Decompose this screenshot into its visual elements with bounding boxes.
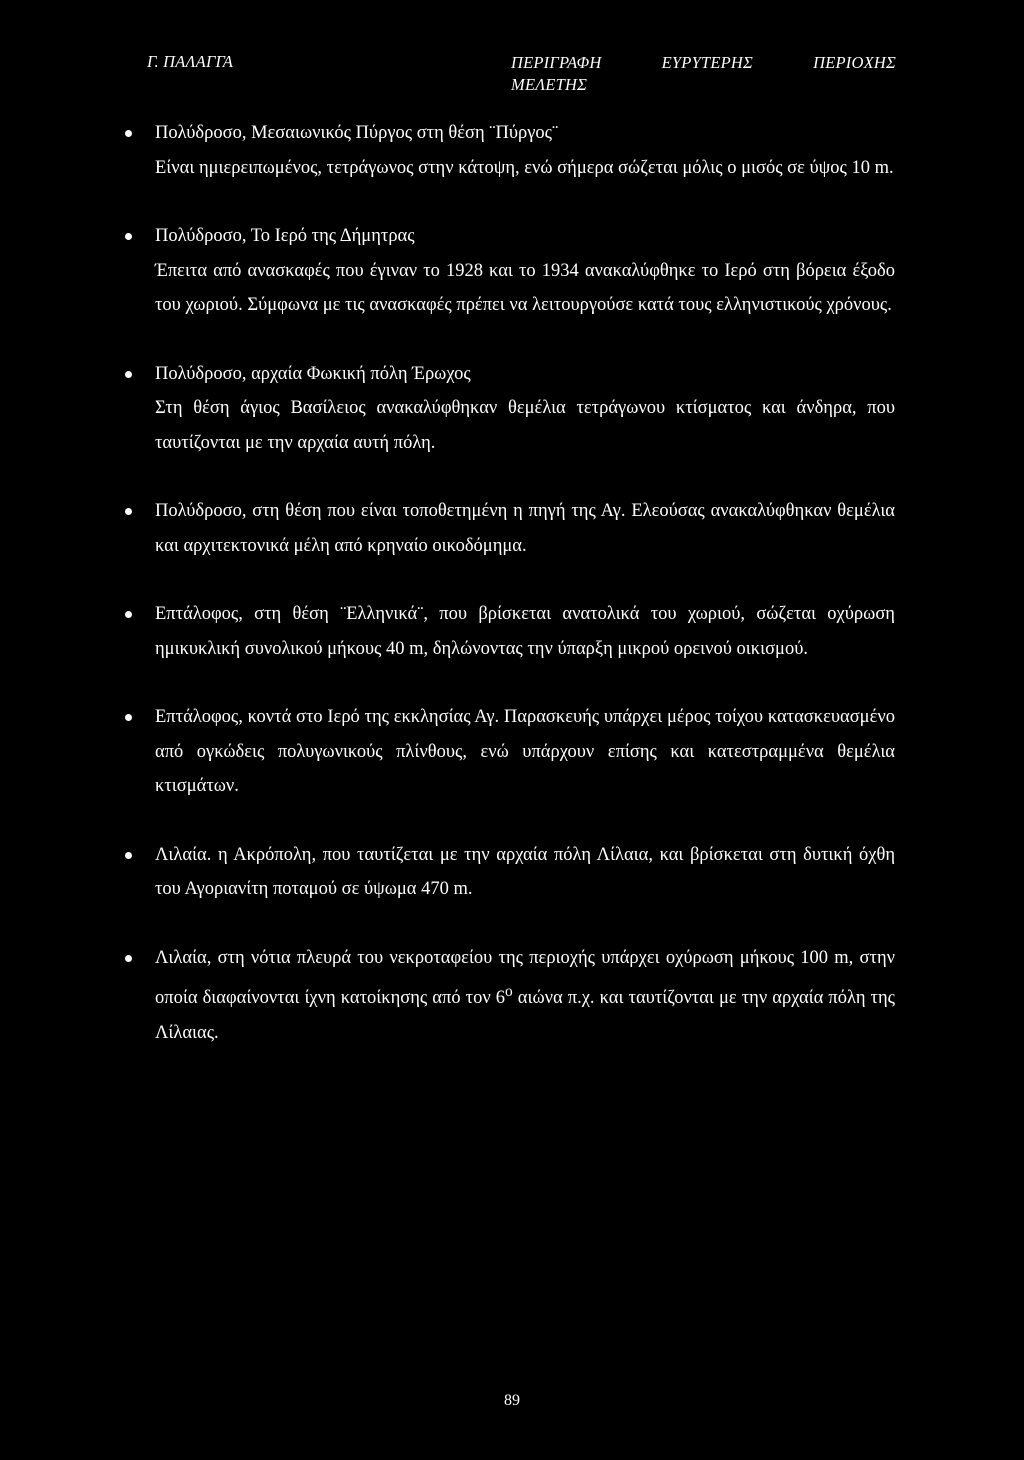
list-item bbox=[125, 494, 895, 563]
header-author: Γ. ΠΑΛΑΓΓΑ bbox=[147, 52, 234, 71]
list-item bbox=[125, 357, 895, 461]
header-title-line1 bbox=[511, 52, 896, 74]
header-title-word: ΠΕΡΙΓΡΑΦΗ bbox=[511, 53, 602, 72]
item-body: Είναι ημιερειπωμένος, τετράγωνος στην κάτοψη, ενώ σήμερα σώζεται μόλις ο μισός σε ύψος 10 m. bbox=[155, 157, 894, 178]
bullet-icon bbox=[125, 371, 132, 378]
list-item bbox=[125, 116, 895, 185]
list-item bbox=[125, 941, 895, 1051]
list-item bbox=[125, 838, 895, 907]
header-title-word: ΠΕΡΙΟΧΗΣ bbox=[813, 53, 896, 72]
bullet-icon bbox=[125, 130, 132, 137]
page-number: 89 bbox=[504, 1392, 520, 1409]
ordinal-superscript: ο bbox=[505, 983, 513, 1000]
running-header bbox=[147, 52, 907, 102]
item-body: Επτάλοφος, στη θέση ¨Ελληνικά¨, που βρίσκεται ανατολικά του χωριού, σώζεται οχύρωση ημικυκλική συνολικού μήκους 40 m, δηλώνοντας την ύπαρξη μικρού ορεινού οικισμού. bbox=[155, 604, 895, 659]
header-title-word: ΕΥΡΥΤΕΡΗΣ bbox=[661, 53, 754, 72]
list-item bbox=[125, 700, 895, 804]
item-body: Λιλαία. η Ακρόπολη, που ταυτίζεται με την αρχαία πόλη Λίλαια, και βρίσκεται στη δυτική όχθη του Αγοριανίτη ποταμού σε ύψωμα 470 m. bbox=[155, 844, 895, 899]
item-body-text: αιώνα π.χ. και ταυτίζονται με την αρχαία πόλη της Λίλαιας. bbox=[155, 988, 895, 1043]
header-title bbox=[511, 52, 907, 96]
item-body: Στη θέση άγιος Βασίλειος ανακαλύφθηκαν θεμέλια τετράγωνου κτίσματος και άνδηρα, που ταυτίζονται με την αρχαία αυτή πόλη. bbox=[155, 398, 895, 453]
item-body: Έπειτα από ανασκαφές που έγιναν το 1928 και το 1934 ανακαλύφθηκε το Ιερό στη βόρεια έξοδο του χωριού. Σύμφωνα με τις ανασκαφές πρέπει να λειτουργούσε κατά τους ελληνιστικούς χρόνους. bbox=[155, 260, 895, 315]
bullet-icon bbox=[125, 852, 132, 859]
item-body-text: Λιλαία, στη νότια πλευρά του νεκροταφείου της περιοχής υπάρχει οχύρωση μήκους 100 m, στην οποία διαφαίνονται ίχνη κατοίκησης από τον 6 bbox=[155, 947, 895, 1009]
item-body: Επτάλοφος, κοντά στο Ιερό της εκκλησίας Αγ. Παρασκευής υπάρχει μέρος τοίχου κατασκευασμένο από ογκώδεις πολυγωνικούς πλίνθους, ενώ υπάρχουν επίσης και κατεστραμμένα θεμέλια κτισμάτων. bbox=[155, 707, 895, 796]
bullet-icon bbox=[125, 508, 132, 515]
bullet-icon bbox=[125, 611, 132, 618]
bullet-list bbox=[125, 116, 895, 1050]
item-heading: Πολύδροσο, αρχαία Φωκική πόλη Έρωχος bbox=[155, 363, 471, 384]
item-body: Πολύδροσο, στη θέση που είναι τοποθετημένη η πηγή της Αγ. Ελεούσας ανακαλύφθηκαν θεμέλια και αρχιτεκτονικά μέλη από κρηναίο οικοδόμημα. bbox=[155, 501, 895, 556]
item-body bbox=[155, 941, 895, 1051]
item-heading: Πολύδροσο, Μεσαιωνικός Πύργος στη θέση ¨Πύργος¨ bbox=[155, 123, 559, 143]
bullet-icon bbox=[125, 714, 132, 721]
bullet-icon bbox=[125, 955, 132, 962]
bullet-icon bbox=[125, 233, 132, 240]
item-heading: Πολύδροσο, Το Ιερό της Δήμητρας bbox=[155, 226, 415, 246]
header-title-line2: ΜΕΛΕΤΗΣ bbox=[511, 75, 588, 94]
list-item bbox=[125, 597, 895, 666]
list-item bbox=[125, 219, 895, 323]
